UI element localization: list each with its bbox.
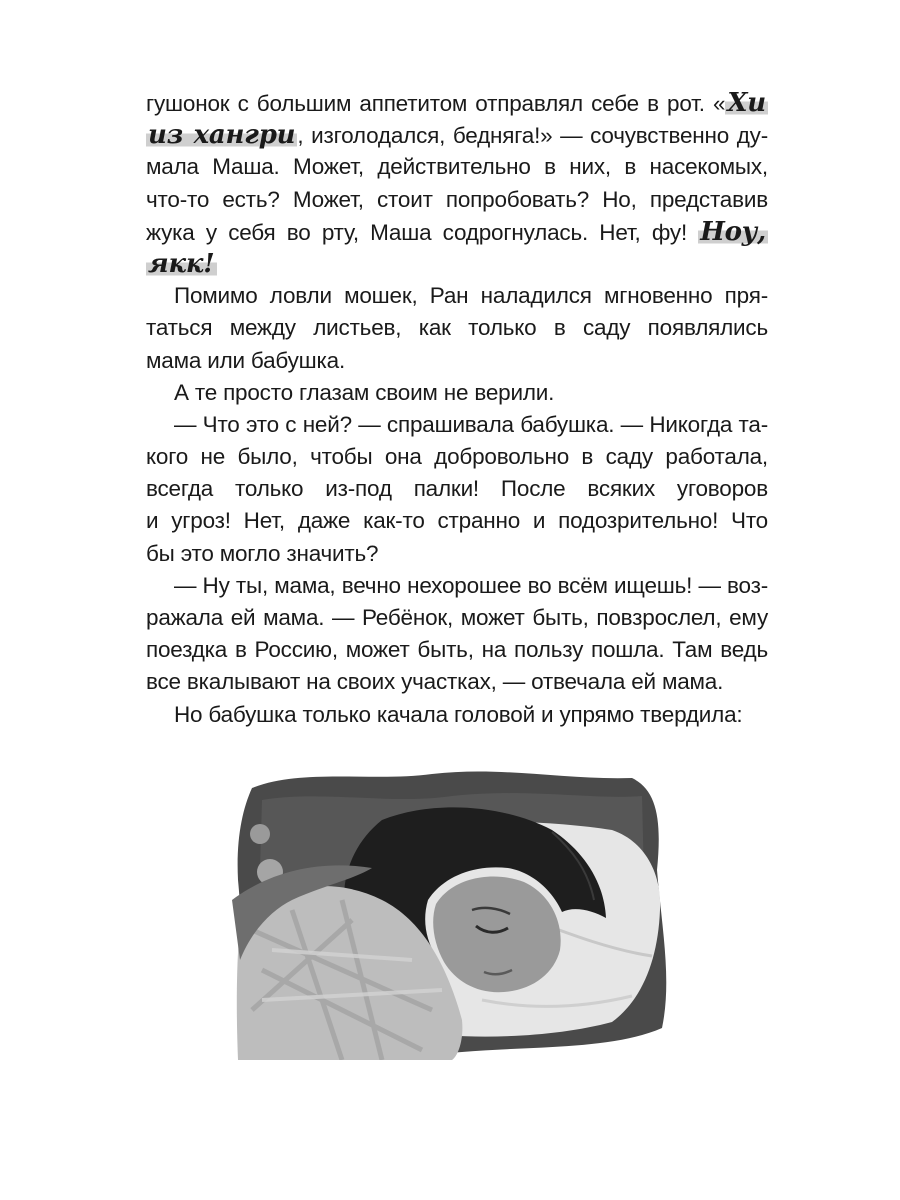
text-fragment: мала Маша. Может, действительно в них, в насекомых, bbox=[146, 154, 768, 180]
text-line bbox=[146, 345, 768, 377]
handwritten-phrase: якк! bbox=[148, 248, 215, 279]
text-line bbox=[146, 473, 768, 505]
text-fragment: Но бабушка только качала головой и упрямо твердила: bbox=[174, 701, 743, 727]
handwritten-phrase: Ноу, bbox=[700, 216, 766, 247]
handwritten-phrase: Хи bbox=[727, 88, 766, 118]
text-line bbox=[146, 666, 768, 698]
text-line bbox=[146, 602, 768, 634]
text-fragment: мама или бабушка. bbox=[146, 347, 346, 373]
text-fragment: ражала ей мама. — Ребёнок, может быть, повзрослел, ему bbox=[146, 605, 768, 630]
text-fragment: и угроз! Нет, даже как-то странно и подозрительно! Что bbox=[146, 508, 768, 534]
text-fragment: , изголодался, бедняга!» — сочувственно ду- bbox=[297, 123, 768, 149]
text-fragment: таться между листьев, как только в саду появлялись bbox=[146, 315, 768, 341]
text-fragment: что-то есть? Может, стоит попробовать? Но, представив bbox=[146, 186, 768, 212]
text-fragment: жука у себя во рту, Маша содрогнулась. Нет, фу! bbox=[146, 219, 699, 245]
text-fragment: все вкалывают на своих участках, — отвечала ей мама. bbox=[146, 669, 724, 695]
body-text bbox=[146, 87, 768, 731]
text-fragment: всегда только из-под палки! После всяких уговоров bbox=[146, 476, 768, 502]
text-line bbox=[146, 280, 768, 312]
text-line bbox=[146, 538, 768, 570]
text-fragment: бы это могло значить? bbox=[146, 540, 379, 566]
text-fragment: поездка в Россию, может быть, на пользу пошла. Там ведь bbox=[146, 637, 768, 663]
text-line bbox=[146, 699, 768, 731]
text-line bbox=[146, 87, 768, 119]
sleeping-girl-illustration bbox=[232, 760, 672, 1060]
text-line bbox=[146, 441, 768, 473]
text-fragment: Помимо ловли мошек, Ран наладился мгновенно пря- bbox=[174, 283, 768, 309]
text-line bbox=[146, 216, 768, 248]
wallpaper-dot bbox=[250, 824, 270, 844]
text-line bbox=[146, 409, 768, 441]
text-fragment: — Что это с ней? — спрашивала бабушка. — Никогда та- bbox=[174, 411, 768, 437]
text-line bbox=[146, 634, 768, 666]
text-fragment: кого не было, чтобы она добровольно в саду работала, bbox=[146, 444, 768, 470]
text-line bbox=[146, 248, 768, 280]
handwritten-phrase: из хангри bbox=[148, 120, 296, 151]
text-line bbox=[146, 505, 768, 537]
text-line bbox=[146, 377, 768, 409]
text-line bbox=[146, 151, 768, 183]
text-line bbox=[146, 119, 768, 151]
text-line bbox=[146, 184, 768, 216]
text-fragment: — Ну ты, мама, вечно нехорошее во всём ищешь! — воз- bbox=[174, 572, 768, 598]
text-fragment: гушонок с большим аппетитом отправлял себе в рот. « bbox=[146, 91, 726, 116]
text-line bbox=[146, 570, 768, 602]
text-fragment: А те просто глазам своим не верили. bbox=[174, 379, 555, 405]
text-line bbox=[146, 312, 768, 344]
